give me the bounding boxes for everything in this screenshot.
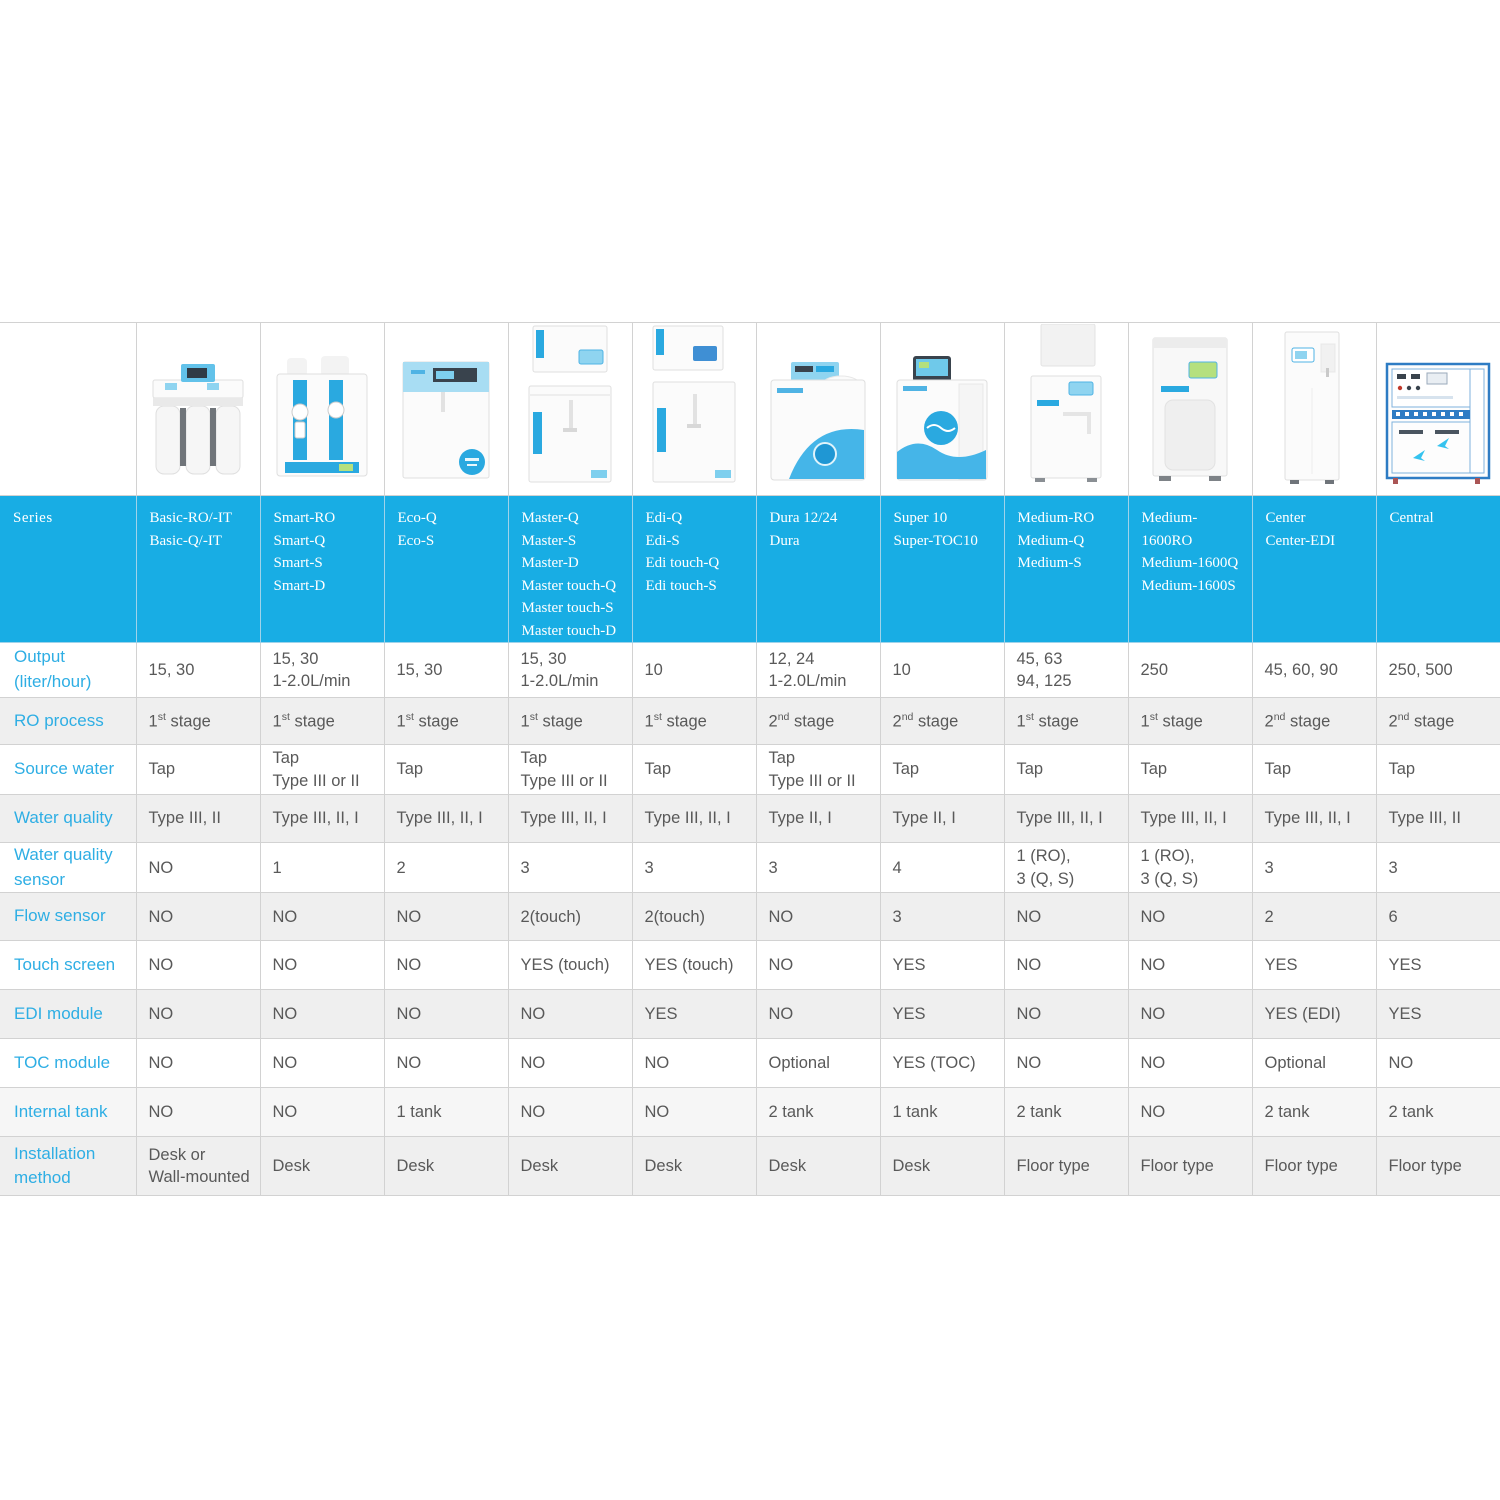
cell-installation-method-center: Floor type [1252, 1137, 1376, 1196]
cell-water-quality-center: Type III, II, I [1252, 795, 1376, 843]
cell-flow-sensor-master: 2(touch) [508, 893, 632, 941]
series-name-eco: Eco-Q Eco-S [384, 496, 508, 643]
cell-ro-process-dura: 2nd stage [756, 698, 880, 745]
cell-flow-sensor-edi: 2(touch) [632, 893, 756, 941]
cell-source-water-dura: Tap Type III or II [756, 745, 880, 795]
cell-internal-tank-medium1600: NO [1128, 1088, 1252, 1137]
cell-toc-module-dura: Optional [756, 1039, 880, 1088]
cell-water-quality-sensor-super: 4 [880, 843, 1004, 893]
cell-water-quality-eco: Type III, II, I [384, 795, 508, 843]
row-label-toc-module: TOC module [0, 1039, 136, 1088]
cell-installation-method-central: Floor type [1376, 1137, 1500, 1196]
cell-water-quality-sensor-dura: 3 [756, 843, 880, 893]
product-image-smart [260, 323, 384, 496]
cell-output-liter-hour-medium: 45, 63 94, 125 [1004, 643, 1128, 698]
cell-flow-sensor-basic: NO [136, 893, 260, 941]
cell-water-quality-sensor-center: 3 [1252, 843, 1376, 893]
cell-output-liter-hour-medium1600: 250 [1128, 643, 1252, 698]
cell-water-quality-sensor-smart: 1 [260, 843, 384, 893]
cell-flow-sensor-eco: NO [384, 893, 508, 941]
cell-internal-tank-dura: 2 tank [756, 1088, 880, 1137]
cell-installation-method-super: Desk [880, 1137, 1004, 1196]
cell-ro-process-smart: 1st stage [260, 698, 384, 745]
row-label-water-quality: Water quality [0, 795, 136, 843]
cell-water-quality-master: Type III, II, I [508, 795, 632, 843]
cell-internal-tank-medium: 2 tank [1004, 1088, 1128, 1137]
cell-toc-module-eco: NO [384, 1039, 508, 1088]
series-name-central: Central [1376, 496, 1500, 643]
cell-flow-sensor-dura: NO [756, 893, 880, 941]
cell-edi-module-medium: NO [1004, 990, 1128, 1039]
row-label-internal-tank: Internal tank [0, 1088, 136, 1137]
cell-output-liter-hour-master: 15, 30 1-2.0L/min [508, 643, 632, 698]
series-name-dura: Dura 12/24 Dura [756, 496, 880, 643]
series-name-medium1600: Medium-1600RO Medium-1600Q Medium-1600S [1128, 496, 1252, 643]
cell-touch-screen-medium: NO [1004, 941, 1128, 990]
cell-installation-method-edi: Desk [632, 1137, 756, 1196]
cell-flow-sensor-super: 3 [880, 893, 1004, 941]
cell-flow-sensor-center: 2 [1252, 893, 1376, 941]
cell-output-liter-hour-eco: 15, 30 [384, 643, 508, 698]
cell-water-quality-sensor-eco: 2 [384, 843, 508, 893]
series-row [0, 496, 1500, 643]
series-row-label: Series [0, 496, 136, 643]
row-label-output-liter-hour: Output (liter/hour) [0, 643, 136, 698]
cell-water-quality-medium: Type III, II, I [1004, 795, 1128, 843]
cell-edi-module-edi: YES [632, 990, 756, 1039]
cell-touch-screen-edi: YES (touch) [632, 941, 756, 990]
cell-ro-process-eco: 1st stage [384, 698, 508, 745]
cell-internal-tank-eco: 1 tank [384, 1088, 508, 1137]
cell-ro-process-super: 2nd stage [880, 698, 1004, 745]
cell-internal-tank-basic: NO [136, 1088, 260, 1137]
row-label-ro-process: RO process [0, 698, 136, 745]
cell-water-quality-sensor-central: 3 [1376, 843, 1500, 893]
cell-touch-screen-central: YES [1376, 941, 1500, 990]
cell-water-quality-smart: Type III, II, I [260, 795, 384, 843]
cell-output-liter-hour-smart: 15, 30 1-2.0L/min [260, 643, 384, 698]
cell-source-water-central: Tap [1376, 745, 1500, 795]
row-installation-method [0, 1137, 1500, 1196]
cell-internal-tank-master: NO [508, 1088, 632, 1137]
cell-ro-process-central: 2nd stage [1376, 698, 1500, 745]
cell-output-liter-hour-center: 45, 60, 90 [1252, 643, 1376, 698]
cell-source-water-medium: Tap [1004, 745, 1128, 795]
cell-ro-process-edi: 1st stage [632, 698, 756, 745]
cell-output-liter-hour-edi: 10 [632, 643, 756, 698]
product-image-super [880, 323, 1004, 496]
series-name-basic: Basic-RO/-IT Basic-Q/-IT [136, 496, 260, 643]
cell-flow-sensor-smart: NO [260, 893, 384, 941]
cell-edi-module-master: NO [508, 990, 632, 1039]
product-image-dura [756, 323, 880, 496]
cell-water-quality-sensor-master: 3 [508, 843, 632, 893]
cell-ro-process-medium1600: 1st stage [1128, 698, 1252, 745]
cell-toc-module-basic: NO [136, 1039, 260, 1088]
row-water-quality-sensor [0, 843, 1500, 893]
row-ro-process [0, 698, 1500, 745]
cell-output-liter-hour-dura: 12, 24 1-2.0L/min [756, 643, 880, 698]
product-image-medium [1004, 323, 1128, 496]
product-image-basic [136, 323, 260, 496]
cell-internal-tank-super: 1 tank [880, 1088, 1004, 1137]
cell-edi-module-super: YES [880, 990, 1004, 1039]
row-label-touch-screen: Touch screen [0, 941, 136, 990]
cell-output-liter-hour-central: 250, 500 [1376, 643, 1500, 698]
cell-edi-module-central: YES [1376, 990, 1500, 1039]
cell-installation-method-basic: Desk or Wall-mounted [136, 1137, 260, 1196]
row-label-flow-sensor: Flow sensor [0, 893, 136, 941]
cell-flow-sensor-medium1600: NO [1128, 893, 1252, 941]
cell-toc-module-medium: NO [1004, 1039, 1128, 1088]
row-label-water-quality-sensor: Water quality sensor [0, 843, 136, 893]
cell-touch-screen-eco: NO [384, 941, 508, 990]
cell-source-water-edi: Tap [632, 745, 756, 795]
cell-ro-process-medium: 1st stage [1004, 698, 1128, 745]
cell-toc-module-medium1600: NO [1128, 1039, 1252, 1088]
cell-installation-method-master: Desk [508, 1137, 632, 1196]
cell-edi-module-medium1600: NO [1128, 990, 1252, 1039]
cell-source-water-eco: Tap [384, 745, 508, 795]
product-image-center [1252, 323, 1376, 496]
cell-internal-tank-center: 2 tank [1252, 1088, 1376, 1137]
cell-edi-module-eco: NO [384, 990, 508, 1039]
cell-internal-tank-edi: NO [632, 1088, 756, 1137]
series-name-center: Center Center-EDI [1252, 496, 1376, 643]
cell-touch-screen-dura: NO [756, 941, 880, 990]
row-label-installation-method: Installation method [0, 1137, 136, 1196]
row-flow-sensor [0, 893, 1500, 941]
cell-touch-screen-smart: NO [260, 941, 384, 990]
cell-water-quality-super: Type II, I [880, 795, 1004, 843]
cell-water-quality-sensor-medium: 1 (RO), 3 (Q, S) [1004, 843, 1128, 893]
row-touch-screen [0, 941, 1500, 990]
cell-installation-method-medium: Floor type [1004, 1137, 1128, 1196]
images-row-label-spacer [0, 323, 136, 496]
cell-source-water-basic: Tap [136, 745, 260, 795]
cell-toc-module-center: Optional [1252, 1039, 1376, 1088]
cell-internal-tank-central: 2 tank [1376, 1088, 1500, 1137]
cell-output-liter-hour-basic: 15, 30 [136, 643, 260, 698]
series-name-super: Super 10 Super-TOC10 [880, 496, 1004, 643]
product-image-edi [632, 323, 756, 496]
cell-toc-module-edi: NO [632, 1039, 756, 1088]
cell-source-water-smart: Tap Type III or II [260, 745, 384, 795]
cell-water-quality-sensor-medium1600: 1 (RO), 3 (Q, S) [1128, 843, 1252, 893]
cell-water-quality-dura: Type II, I [756, 795, 880, 843]
cell-water-quality-medium1600: Type III, II, I [1128, 795, 1252, 843]
cell-touch-screen-basic: NO [136, 941, 260, 990]
cell-edi-module-smart: NO [260, 990, 384, 1039]
cell-ro-process-center: 2nd stage [1252, 698, 1376, 745]
cell-installation-method-dura: Desk [756, 1137, 880, 1196]
cell-source-water-center: Tap [1252, 745, 1376, 795]
cell-water-quality-central: Type III, II [1376, 795, 1500, 843]
row-output-liter-hour [0, 643, 1500, 698]
cell-ro-process-basic: 1st stage [136, 698, 260, 745]
cell-internal-tank-smart: NO [260, 1088, 384, 1137]
cell-touch-screen-medium1600: NO [1128, 941, 1252, 990]
row-toc-module [0, 1039, 1500, 1088]
row-water-quality [0, 795, 1500, 843]
cell-toc-module-super: YES (TOC) [880, 1039, 1004, 1088]
row-internal-tank [0, 1088, 1500, 1137]
cell-edi-module-dura: NO [756, 990, 880, 1039]
series-name-edi: Edi-Q Edi-S Edi touch-Q Edi touch-S [632, 496, 756, 643]
cell-installation-method-smart: Desk [260, 1137, 384, 1196]
cell-installation-method-eco: Desk [384, 1137, 508, 1196]
product-image-central [1376, 323, 1500, 496]
product-image-master [508, 323, 632, 496]
cell-toc-module-master: NO [508, 1039, 632, 1088]
cell-touch-screen-super: YES [880, 941, 1004, 990]
cell-ro-process-master: 1st stage [508, 698, 632, 745]
cell-source-water-medium1600: Tap [1128, 745, 1252, 795]
cell-toc-module-central: NO [1376, 1039, 1500, 1088]
cell-edi-module-center: YES (EDI) [1252, 990, 1376, 1039]
cell-flow-sensor-medium: NO [1004, 893, 1128, 941]
cell-water-quality-edi: Type III, II, I [632, 795, 756, 843]
cell-water-quality-sensor-basic: NO [136, 843, 260, 893]
cell-toc-module-smart: NO [260, 1039, 384, 1088]
cell-source-water-master: Tap Type III or II [508, 745, 632, 795]
series-name-master: Master-Q Master-S Master-D Master touch-Q Master touch-S Master touch-D [508, 496, 632, 643]
series-name-smart: Smart-RO Smart-Q Smart-S Smart-D [260, 496, 384, 643]
product-image-medium-1600 [1128, 323, 1252, 496]
cell-water-quality-sensor-edi: 3 [632, 843, 756, 893]
series-name-medium: Medium-RO Medium-Q Medium-S [1004, 496, 1128, 643]
cell-installation-method-medium1600: Floor type [1128, 1137, 1252, 1196]
cell-touch-screen-center: YES [1252, 941, 1376, 990]
cell-source-water-super: Tap [880, 745, 1004, 795]
row-edi-module [0, 990, 1500, 1039]
row-label-edi-module: EDI module [0, 990, 136, 1039]
product-comparison-table [0, 322, 1500, 1196]
product-image-eco [384, 323, 508, 496]
cell-water-quality-basic: Type III, II [136, 795, 260, 843]
product-images-row [0, 323, 1500, 496]
row-source-water [0, 745, 1500, 795]
cell-touch-screen-master: YES (touch) [508, 941, 632, 990]
cell-flow-sensor-central: 6 [1376, 893, 1500, 941]
row-label-source-water: Source water [0, 745, 136, 795]
cell-edi-module-basic: NO [136, 990, 260, 1039]
cell-output-liter-hour-super: 10 [880, 643, 1004, 698]
